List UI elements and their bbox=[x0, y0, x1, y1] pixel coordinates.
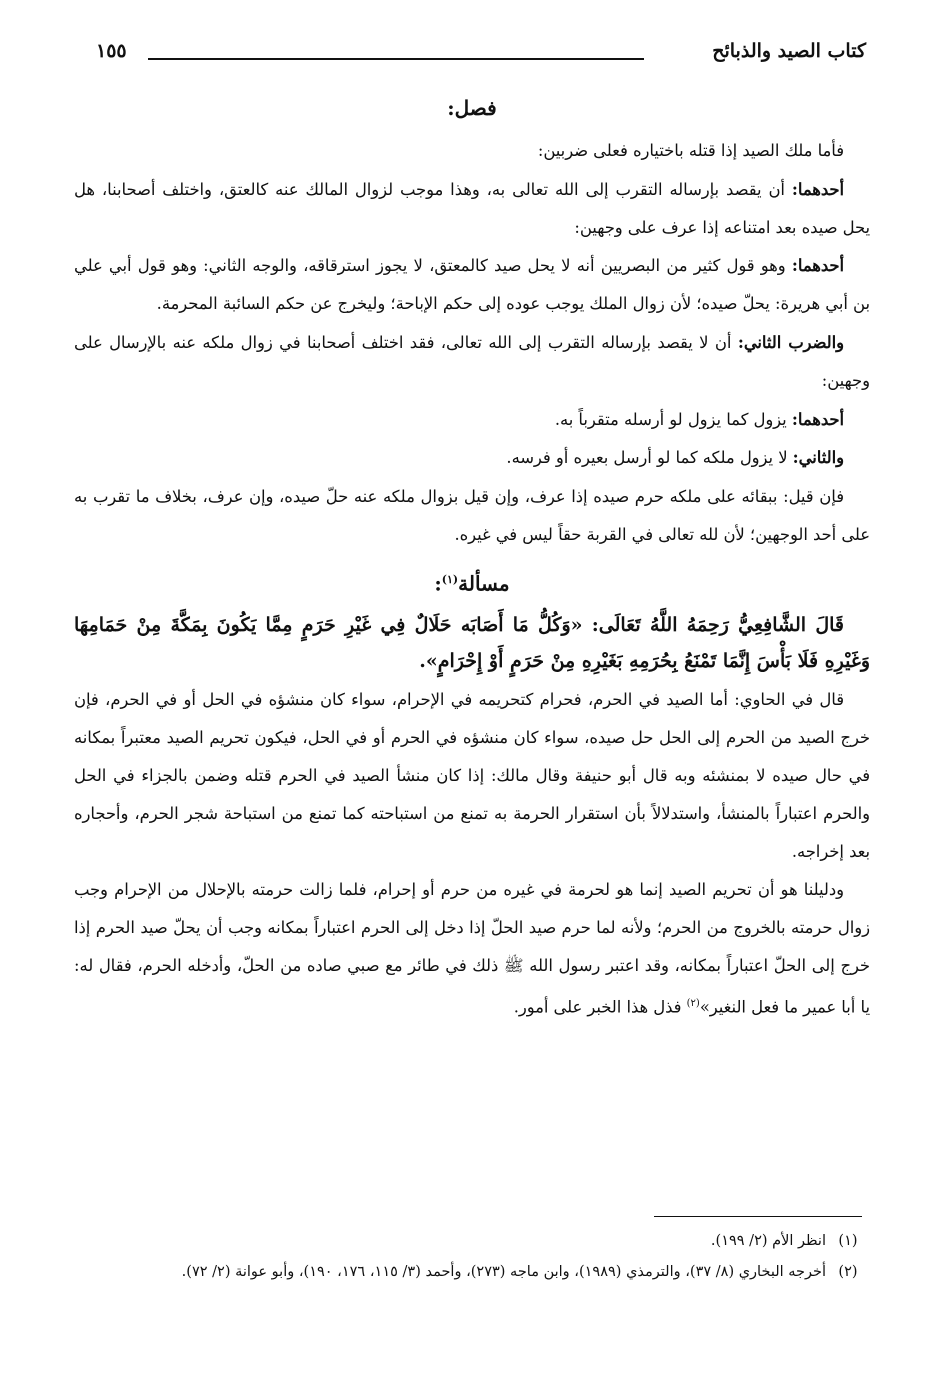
footnote bbox=[80, 1257, 870, 1288]
paragraph: فأما ملك الصيد إذا قتله باختياره فعلى ضربين: bbox=[537, 141, 844, 160]
heading-text: مسألة bbox=[458, 571, 510, 596]
paragraph-text: يزول كما يزول لو أرسله متقرباً به. bbox=[554, 409, 792, 429]
footnotes bbox=[80, 1226, 870, 1288]
header-rule bbox=[148, 58, 644, 60]
paragraph bbox=[74, 439, 870, 477]
page-number: ١٥٥ bbox=[96, 40, 127, 62]
paragraph-lead: أحدهما: bbox=[791, 179, 844, 199]
paragraph-text: أن لا يقصد بإرساله التقرب إلى الله تعالى، فقد اختلف أصحابنا في زوال ملكه عنه بالإرسال على وجهين: bbox=[74, 332, 870, 390]
footnote-text: انظر الأم (٢/ ١٩٩). bbox=[710, 1233, 826, 1249]
paragraph-lead: أحدهما: bbox=[791, 256, 844, 276]
running-title: كتاب الصيد والذبائح bbox=[712, 40, 866, 62]
paragraph-lead: والضرب الثاني: bbox=[737, 332, 844, 352]
paragraph bbox=[74, 171, 870, 247]
paragraph-text: لا يزول ملكه كما لو أرسل بعيره أو فرسه. bbox=[506, 448, 793, 468]
shafii-quote: قَالَ الشَّافِعِيُّ رَحِمَهُ اللَّهُ تَعَالَى: «وَكُلُّ مَا أَصَابَه حَلَالٌ فِي غَيْرِ حَرَمٍ مِمَّا يَكُونَ بِمَكَّةَ مِنْ حَمَامِهَا وَغَيْرِهِ فَلَا بَأْسَ إِنَّمَا تَمْنَعُ بِحُرَمِهِ بَغَيْرِهِ مِنْ حَرَمٍ أَوْ إِحْرَامٍ». bbox=[74, 614, 870, 673]
paragraph bbox=[74, 324, 870, 400]
footnote-ref: (١) bbox=[441, 572, 459, 586]
paragraph-lead: أحدهما: bbox=[791, 409, 844, 429]
footnote-number: (١) bbox=[838, 1233, 858, 1249]
footnote bbox=[80, 1226, 870, 1257]
paragraph bbox=[74, 871, 870, 1026]
footnote-number: (٢) bbox=[838, 1264, 858, 1280]
footnote-text: أخرجه البخاري (٨/ ٣٧)، والترمذي (١٩٨٩)، وابن ماجه (٢٧٣)، وأحمد (٣/ ١١٥، ١٧٦، ١٩٠)، وأبو عوانة (٢/ ٧٢). bbox=[181, 1264, 826, 1280]
section-heading-fasl: فصل: bbox=[447, 96, 497, 120]
footnote-ref: (٢) bbox=[686, 997, 700, 1009]
footnote-rule bbox=[654, 1216, 862, 1217]
section-heading-masala bbox=[74, 562, 870, 602]
paragraph-text: وهو قول كثير من البصريين أنه لا يحل صيد كالمعتق، لا يجوز استرقاقه، والوجه الثاني: وهو قول أبي علي بن أبي هريرة: يحلّ صيده؛ لأن زوال الملك يوجب عوده إلى حكم الإباحة؛ وليخرج عن حكم السائبة المحرمة. bbox=[74, 256, 870, 314]
paragraph-lead: والثاني: bbox=[792, 448, 844, 468]
paragraph-text: فذل هذا الخبر على أمور. bbox=[513, 997, 687, 1017]
page-header bbox=[96, 36, 866, 76]
paragraph-text: أن يقصد بإرساله التقرب إلى الله تعالى به، وهذا موجب لزوال المالك عنه كالعتق، واختلف أصحابنا، هل يحل صيده بعد امتناعه إذا عرف على وجهين: bbox=[74, 179, 870, 237]
paragraph bbox=[74, 401, 870, 439]
paragraph: فإن قيل: ببقائه على ملكه حرم صيده إذا عرف، وإن قيل بزوال ملكه عنه حلّ صيده، وإن عرف، بخلاف ما تقرب به على أحد الوجهين؛ لأن لله تعالى في القربة حقاً ليس في غيره. bbox=[74, 487, 870, 544]
paragraph bbox=[74, 247, 870, 323]
heading-colon: : bbox=[434, 571, 442, 596]
paragraph: قال في الحاوي: أما الصيد في الحرم، فحرام كتحريمه في الإحرام، سواء كان منشؤه في الحل أو في الحرم، فإن خرج الصيد من الحرم إلى الحل حل صيده، سواء كان منشؤه في الحرم أو في الحل، فيكون تحريم الصيد معتبراً بمكانه في حال صيده لا بمنشئه وبه قال أبو حنيفة وقال مالك: إذا كان منشأ الصيد في الحرم قتله وضمن بالجزاء في الحل والحرم اعتباراً بالمنشأ، واستدلالاً بأن استقرار الحرمة به تمنع من استباحته كما تمنع من استباحة شجر الحرم، وأحجاره بعد إخراجه. bbox=[74, 690, 870, 861]
main-text bbox=[74, 90, 870, 1026]
paragraph-text: ودليلنا هو أن تحريم الصيد إنما هو لحرمة في غيره من حرم أو إحرام، فلما زالت حرمته بالإحلال من الإحرام وجب زوال حرمته بالخروج من الحرم؛ ولأنه لما حرم صيد الحلّ إذا دخل إلى الحرم اعتباراً بمكانه وجب أن يحلّ صيد الحرم إذا خرج إلى الحلّ اعتباراً بمكانه، وقد اعتبر رسول الله ﷺ ذلك في طائر مع صبي صاده من الحلّ، وأدخله الحرم، فقال له: يا أبا عمير ما فعل النغير» bbox=[74, 880, 870, 1017]
